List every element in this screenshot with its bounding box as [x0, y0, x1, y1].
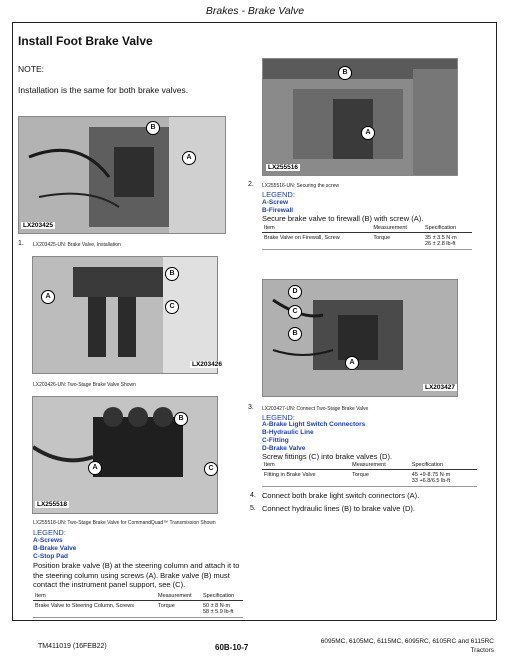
step3-legend-item: A-Brake Light Switch Connectors — [262, 421, 366, 428]
footer-models-line2: Tractors — [470, 647, 494, 654]
step3-spec-table — [262, 461, 477, 487]
left-border — [12, 22, 13, 620]
fig5-callout-a: A — [345, 356, 359, 370]
col-item: Item — [33, 592, 156, 601]
table-row — [262, 470, 477, 487]
footer-doc-id: TM411019 (16FEB22) — [38, 643, 107, 650]
step1-legend-item: C-Stop Pad — [33, 553, 69, 560]
cell-measurement: Torque — [371, 233, 423, 250]
col-specification: Specification — [201, 592, 243, 601]
fig4-id: LX255516 — [268, 164, 298, 171]
fig3-caption: LX255518-UN: Two-Stage Brake Valve for CommandQuad™ Transmission Shown — [33, 520, 216, 526]
right-border — [496, 22, 497, 620]
commandquad-valve-photo — [33, 397, 217, 513]
cell-measurement: Torque — [156, 601, 201, 618]
cell-measurement: Torque — [350, 470, 410, 487]
step4-text: Connect both brake light switch connectors (A). — [262, 491, 420, 500]
step1-legend — [33, 537, 76, 561]
section-title: Install Foot Brake Valve — [18, 34, 153, 48]
cell-item: Brake Valve on Firewall, Screw — [262, 233, 371, 250]
step4-number: 4. — [250, 492, 256, 499]
step3-legend-item: C-Fitting — [262, 437, 289, 444]
spec-metric: 50 ± 8 N·m — [202, 603, 231, 609]
step2-spec-table — [262, 224, 472, 250]
step1-legend-title: LEGEND: — [33, 528, 66, 537]
step3-text: Screw fittings (C) into brake valves (D). — [262, 452, 393, 461]
table-header-row — [262, 461, 477, 470]
col-measurement: Measurement — [156, 592, 201, 601]
fig1-callout-b: B — [146, 121, 160, 135]
fig1-caption: LX203425-UN: Brake Valve, Installation — [33, 242, 121, 248]
fig2-callout-b: B — [165, 267, 179, 281]
step2-legend-item: B-Firewall — [262, 207, 294, 214]
step2-legend-title: LEGEND: — [262, 190, 295, 199]
step3-number: 3. — [248, 404, 254, 411]
step1-spec-table — [33, 592, 243, 618]
step2-legend-item: A-Screw — [262, 199, 289, 206]
step3-legend-item: D-Brake Valve — [262, 445, 306, 452]
fig5-caption: LX203427-UN: Connect Two-Stage Brake Valve — [262, 406, 369, 412]
note-text: Installation is the same for both brake valves. — [18, 85, 189, 95]
footer-page-number: 60B-10-7 — [215, 643, 249, 652]
fig4-caption: LX255516-UN: Securing the screw — [262, 183, 339, 189]
footer-rule — [12, 620, 496, 621]
spec-imperial: 26 ± 2.8 lb-ft — [424, 241, 456, 247]
note-label: NOTE: — [18, 64, 44, 74]
spec-metric: 45 +9-8.75 N·m — [411, 472, 451, 478]
cell-specification — [410, 470, 477, 487]
cell-specification — [423, 233, 472, 250]
col-measurement: Measurement — [350, 461, 410, 470]
step2-text: Secure brake valve to firewall (B) with screw (A). — [262, 214, 424, 223]
spec-metric: 35 ± 3.5 N·m — [424, 235, 457, 241]
step5-text: Connect hydraulic lines (B) to brake valve (D). — [262, 504, 415, 513]
fig2-callout-a: A — [41, 290, 55, 304]
fig3-callout-b: B — [174, 412, 188, 426]
fig2-caption: LX203426-UN: Two-Stage Brake Valve Shown — [33, 382, 136, 388]
fig1-id: LX203425 — [23, 222, 53, 229]
step3-legend — [262, 421, 365, 453]
col-specification: Specification — [410, 461, 477, 470]
securing-screw-photo — [263, 59, 457, 175]
fig5-callout-b: B — [288, 327, 302, 341]
header-rule — [12, 22, 496, 23]
two-stage-valve-photo — [33, 257, 217, 373]
fig5-callout-d: D — [288, 285, 302, 299]
step1-text: Position brake valve (B) at the steering column and attach it to the steering column using screws (A). Brake valve (B) must contact the instrument panel support, see (C). — [33, 561, 240, 589]
fig2-callout-c: C — [165, 300, 179, 314]
figure-securing-screw — [262, 58, 458, 176]
cell-item: Brake Valve to Steering Column, Screws — [33, 601, 156, 618]
col-item: Item — [262, 461, 350, 470]
figure-two-stage-valve — [32, 256, 218, 374]
col-item: Item — [262, 224, 371, 233]
step5-number: 5. — [250, 505, 256, 512]
cell-item: Fitting in Brake Valve — [262, 470, 350, 487]
cell-specification — [201, 601, 243, 618]
spec-imperial: 33 +6.8/6.5 lb-ft — [411, 478, 451, 484]
table-row — [262, 233, 472, 250]
fig3-id: LX255518 — [37, 501, 67, 508]
col-measurement: Measurement — [371, 224, 423, 233]
fig1-callout-a: A — [182, 151, 196, 165]
fig5-callout-c: C — [288, 305, 302, 319]
fig2-id: LX203426 — [192, 361, 222, 368]
table-header-row — [262, 224, 472, 233]
table-row — [33, 601, 243, 618]
fig4-callout-a: A — [361, 126, 375, 140]
step2-number: 2. — [248, 181, 254, 188]
fig3-callout-c: C — [204, 462, 218, 476]
step1-number: 1. — [18, 240, 24, 247]
step2-legend — [262, 199, 293, 215]
page-header-title: Brakes - Brake Valve — [205, 5, 305, 17]
figure-commandquad-valve — [32, 396, 218, 514]
brake-valve-photo — [19, 117, 225, 233]
fig5-id: LX203427 — [425, 384, 455, 391]
fig3-callout-a: A — [88, 461, 102, 475]
fig4-callout-b: B — [338, 66, 352, 80]
step3-legend-item: B-Hydraulic Line — [262, 429, 314, 436]
step1-legend-item: B-Brake Valve — [33, 545, 77, 552]
step3-legend-title: LEGEND: — [262, 413, 295, 422]
figure-brake-valve-installation — [18, 116, 226, 234]
spec-imperial: 58 ± 5.9 lb-ft — [202, 609, 234, 615]
step1-legend-item: A-Screws — [33, 537, 63, 544]
footer-models: 6095MC, 6105MC, 6115MC, 6095RC, 6105RC and 6115RC — [320, 638, 494, 645]
col-specification: Specification — [423, 224, 472, 233]
table-header-row — [33, 592, 243, 601]
